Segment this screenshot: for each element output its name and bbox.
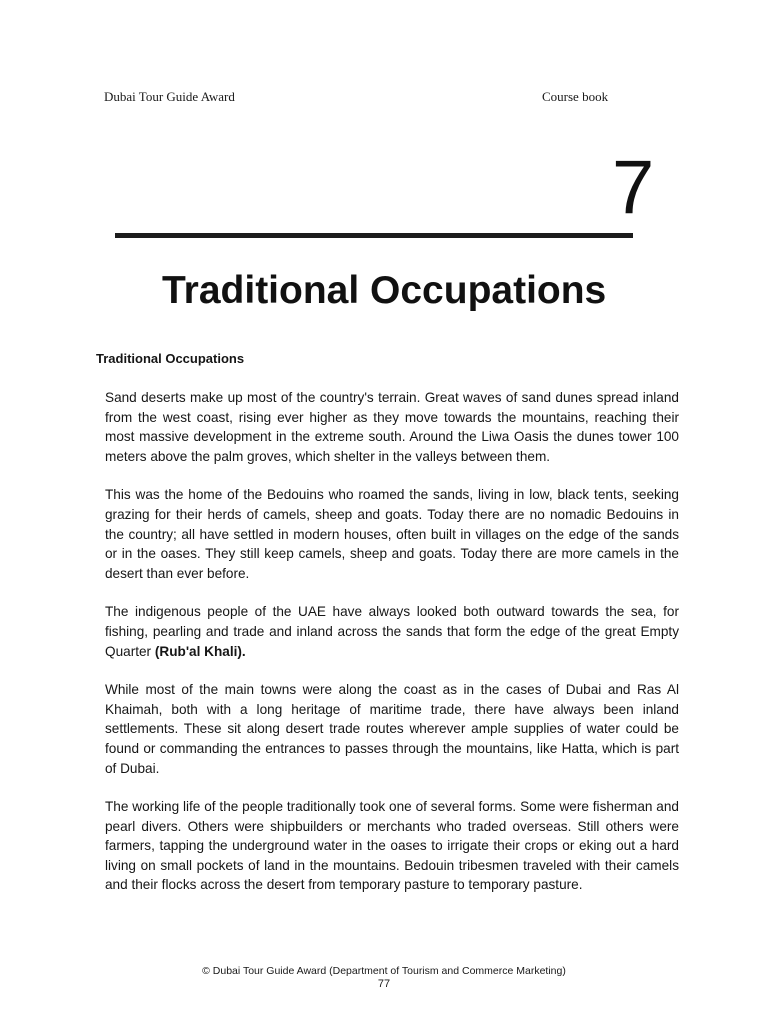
paragraph-1: Sand deserts make up most of the country's terrain. Great waves of sand dunes spread inland from the west coast, rising ever higher as they move towards the mountains, reaching their most massive development in the extreme south. Around the Liwa Oasis the dunes tower 100 meters above the palm groves, which shelter in the valleys between them. [105, 390, 679, 464]
footer-copyright: © Dubai Tour Guide Award (Department of Tourism and Commerce Marketing) [202, 965, 566, 977]
header-right: Course book [542, 89, 609, 104]
section-heading: Traditional Occupations [96, 351, 245, 366]
page-number: 77 [377, 978, 391, 990]
paragraph-3-bold: (Rub'al Khali). [154, 643, 246, 659]
paragraph-3-text: The indigenous people of the UAE have always looked both outward towards the sea, for fishing, pearling and trade and inland across the sands that form the edge of the great Empty Quarter [105, 604, 679, 659]
body-text [105, 388, 679, 914]
paragraph-5: The working life of the people traditionally took one of several forms. Some were fisherman and pearl divers. Others were shipbuilders or merchants who traded overseas. Still others were farmers, tapping the underground water in the oases to irrigate their crops or eking out a hard living on small pockets of land in the mountains. Bedouin tribesmen traveled with their camels and their flocks across the desert from temporary pasture to temporary pasture. [105, 799, 679, 893]
paragraph-4: While most of the main towns were along the coast as in the cases of Dubai and Ras Al Khaimah, both with a long heritage of maritime trade, there have always been inland settlements. These sit along desert trade routes wherever ample supplies of water could be found or commanding the entrances to passes through the mountains, like Hatta, which is part of Dubai. [105, 682, 679, 776]
paragraph-3 [105, 602, 679, 661]
chapter-title: Traditional Occupations [162, 269, 607, 312]
chapter-rule [115, 233, 633, 238]
chapter-number: 7 [612, 145, 655, 230]
paragraph-2: This was the home of the Bedouins who roamed the sands, living in low, black tents, seeking grazing for their herds of camels, sheep and goats. Today there are no nomadic Bedouins in the country; all have settled in modern houses, often built in villages on the edge of the sands or in the oases. They still keep camels, sheep and goats. Today there are more camels in the desert than ever before. [105, 487, 679, 581]
header-left: Dubai Tour Guide Award [104, 89, 235, 104]
